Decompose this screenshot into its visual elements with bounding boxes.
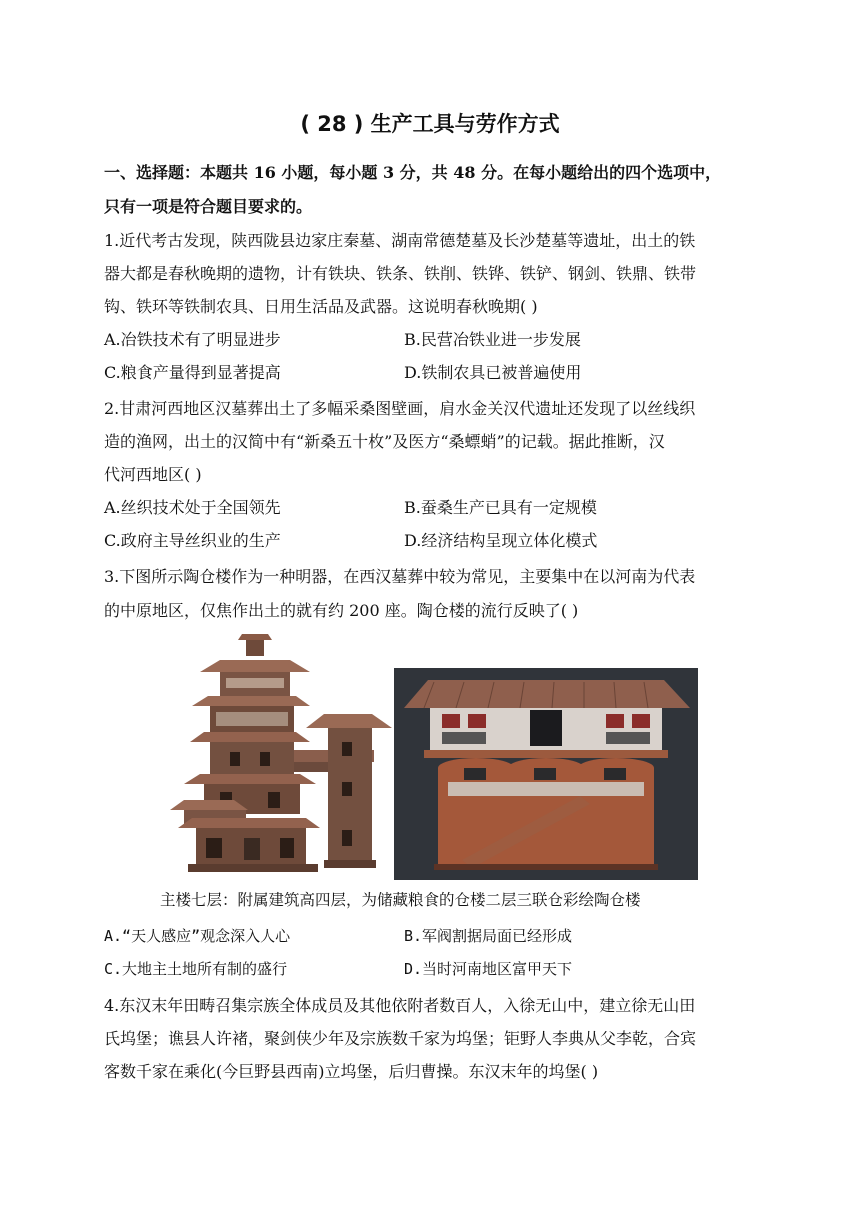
q3-stem-line-2: 的中原地区，仅焦作出土的就有约 200 座。陶仓楼的流行反映了( )	[104, 601, 579, 620]
q3-option-b: B.军阀割据局面已经形成	[404, 927, 573, 945]
q1-option-d: D.铁制农具已被普遍使用	[404, 363, 582, 382]
section-instruction-line-2: 只有一项是符合题目要求的。	[104, 197, 313, 216]
q4-stem-line-1: 4.东汉末年田畴召集宗族全体成员及其他依附者数百人，入徐无山中，建立徐无山田	[104, 996, 696, 1015]
q2-option-a: A.丝织技术处于全国领先	[104, 498, 281, 517]
pottery-tower-image	[160, 632, 394, 880]
q4-stem-line-3: 客数千家在乘化(今巨野县西南)立坞堡，后归曹操。东汉末年的坞堡( )	[104, 1062, 599, 1081]
q1-stem-line-3: 钩、铁环等铁制农具、日用生活品及武器。这说明春秋晚期( )	[104, 297, 538, 316]
page-title: ( 28 ) 生产工具与劳作方式	[300, 112, 560, 136]
section-instruction-line-1: 一、选择题：本题共 16 小题，每小题 3 分，共 48 分。在每小题给出的四个选项中，	[104, 163, 722, 182]
q1-stem-line-1: 1.近代考古发现，陕西陇县边家庄秦墓、湖南常德楚墓及长沙楚墓等遗址，出土的铁	[104, 231, 696, 250]
q1-option-c: C.粮食产量得到显著提高	[104, 363, 281, 382]
figure-caption: 主楼七层：附属建筑高四层，为储藏粮食的仓楼二层三联仓彩绘陶仓楼	[160, 891, 641, 909]
q2-option-b: B.蚕桑生产已具有一定规模	[404, 498, 597, 517]
q3-stem-line-1: 3.下图所示陶仓楼作为一种明器，在西汉墓葬中较为常见，主要集中在以河南为代表	[104, 567, 696, 586]
granary-image	[394, 668, 698, 880]
q2-option-c: C.政府主导丝织业的生产	[104, 531, 281, 550]
q2-stem-line-1: 2.甘肃河西地区汉墓葬出土了多幅采桑图壁画，肩水金关汉代遗址还发现了以丝线织	[104, 399, 696, 418]
q2-option-d: D.经济结构呈现立体化模式	[404, 531, 598, 550]
q3-option-a: A.“天人感应”观念深入人心	[104, 927, 291, 945]
q1-stem-line-2: 器大都是春秋晚期的遗物，计有铁块、铁条、铁削、铁铧、铁铲、钢剑、铁鼎、铁带	[104, 264, 697, 283]
q1-option-b: B.民营冶铁业进一步发展	[404, 330, 581, 349]
q4-stem-line-2: 氏坞堡；谯县人许褚，聚剑侠少年及宗族数千家为坞堡；钜野人李典从父李乾，合宾	[104, 1029, 697, 1048]
q1-option-a: A.冶铁技术有了明显进步	[104, 330, 281, 349]
q2-stem-line-2: 造的渔网，出土的汉简中有“新桑五十枚”及医方“桑螵蛸”的记载。据此推断，汉	[104, 432, 665, 451]
q3-option-c: C.大地主土地所有制的盛行	[104, 960, 288, 978]
q3-option-d: D.当时河南地区富甲天下	[404, 960, 573, 978]
q2-stem-line-3: 代河西地区( )	[104, 465, 202, 484]
